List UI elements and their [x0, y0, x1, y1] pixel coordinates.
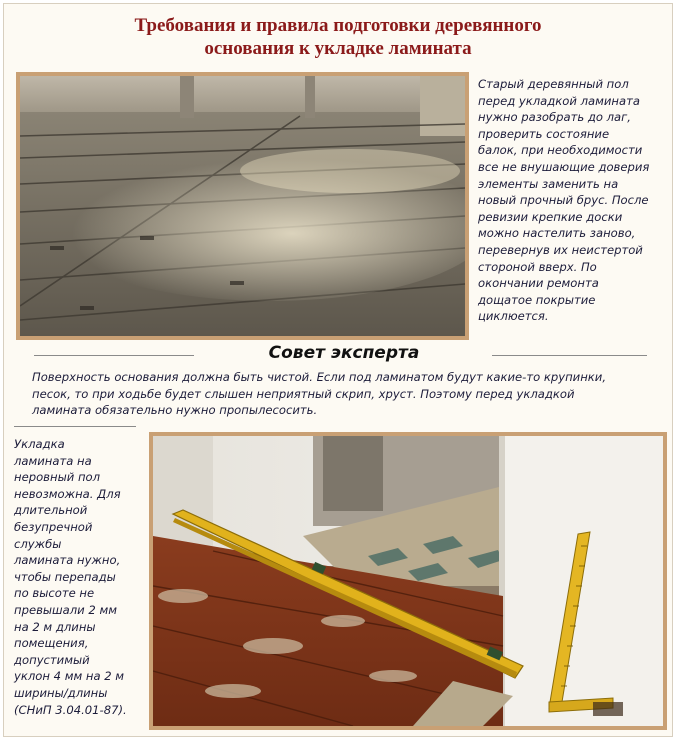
level-on-floor-photo: [149, 432, 667, 730]
title-line-2: основания к укладке ламината: [204, 38, 472, 59]
text-line: превышали 2 мм: [14, 602, 117, 617]
text-line: Укладка: [14, 437, 65, 451]
text-line: перед укладкой ламината: [478, 93, 640, 108]
text-line: ламината на: [14, 453, 92, 468]
text-line: нужно разобрать до лаг,: [478, 110, 631, 125]
floor-renovation-text: [478, 76, 668, 325]
text-line: уклон 4 мм на 2 м: [14, 669, 125, 684]
expert-advice-heading: Совет эксперта: [268, 343, 420, 363]
heading-divider-right: [492, 355, 647, 356]
text-line: невозможна. Для: [14, 486, 121, 501]
text-line: помещения,: [14, 636, 89, 651]
text-line: перевернув их неистертой: [478, 242, 643, 257]
text-line: циклюется.: [478, 309, 549, 324]
text-line: проверить состояние: [478, 126, 610, 141]
text-line: песок, то при ходьбе будет слышен неприятный скрип, хруст. Поэтому перед укладкой: [32, 386, 575, 401]
text-line: новый прочный брус. После: [478, 193, 649, 208]
level-on-floor-image: [153, 436, 663, 726]
text-line: ламината обязательно нужно пропылесосить.: [32, 403, 318, 418]
text-line: дощатое покрытие: [478, 292, 596, 307]
old-wooden-floor-photo: [16, 72, 469, 340]
text-line: чтобы перепады: [14, 569, 116, 584]
article-page: [3, 3, 673, 737]
text-line: элементы заменить на: [478, 176, 619, 191]
heading-divider-left: [34, 355, 194, 356]
text-line: допустимый: [14, 652, 90, 667]
title-line-1: Требования и правила подготовки деревянного: [134, 15, 542, 36]
expert-advice-text: [32, 369, 664, 419]
text-line: безупречной: [14, 519, 93, 534]
text-line: на 2 м длины: [14, 619, 96, 634]
page-title: [4, 14, 672, 60]
text-line: можно настелить заново,: [478, 226, 636, 241]
text-line: по высоте не: [14, 586, 95, 601]
text-line: ревизии крепкие доски: [478, 209, 623, 224]
section-divider: [14, 426, 136, 427]
text-line: Поверхность основания должна быть чистой. Если под ламинатом будут какие-то крупинки,: [32, 370, 607, 384]
text-line: ширины/длины: [14, 685, 108, 700]
text-line: окончании ремонта: [478, 276, 599, 291]
flatness-requirements-text: [14, 436, 146, 718]
text-line: (СНиП 3.04.01-87).: [14, 702, 127, 717]
text-line: службы: [14, 536, 62, 551]
text-line: все не внушающие доверия: [478, 159, 650, 174]
text-line: Старый деревянный пол: [478, 77, 629, 91]
text-line: стороной вверх. По: [478, 259, 597, 274]
text-line: ламината нужно,: [14, 553, 121, 568]
text-line: длительной: [14, 503, 88, 518]
old-wooden-floor-image: [20, 76, 465, 336]
text-line: балок, при необходимости: [478, 143, 643, 158]
text-line: неровный пол: [14, 470, 101, 485]
